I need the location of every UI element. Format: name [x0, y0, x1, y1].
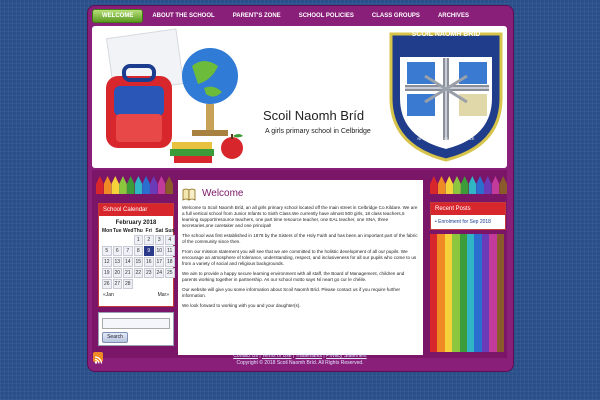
calendar-grid	[102, 228, 175, 289]
footer-contact-us-link[interactable]: Contact Us	[233, 353, 259, 359]
calendar-day[interactable]: 27	[114, 281, 121, 287]
calendar-day[interactable]: 17	[156, 259, 163, 265]
footer-copyright: Copyright © 2018 Scoil Naomh Bríd. All Rights Reserved.	[236, 360, 364, 366]
weekday-label: Mon	[102, 228, 113, 234]
main-nav	[92, 8, 507, 24]
crest-motto-text: NI NEART GO CUR LE CHÉILE	[417, 136, 475, 141]
open-book-icon	[182, 187, 196, 201]
closing-paragraph: We look forward to working with you and your daughter(s).	[182, 303, 301, 308]
recent-posts-widget	[430, 202, 506, 230]
calendar-day[interactable]: 7	[123, 246, 133, 256]
calendar-heading: School Calendar	[99, 204, 173, 216]
crest-name-text: SCOIL NAOMH BRÍD	[411, 31, 481, 38]
calendar-day[interactable]: 22	[135, 270, 142, 276]
welcome-heading: Welcome	[202, 188, 244, 199]
calendar-day[interactable]: 23	[145, 270, 152, 276]
calendar-day[interactable]: 8	[134, 246, 144, 256]
nav-welcome[interactable]: WELCOME	[92, 9, 143, 23]
calendar-nav	[103, 292, 169, 298]
calendar-day[interactable]: 12	[103, 259, 110, 265]
calendar-day[interactable]: 18	[166, 259, 173, 265]
footer-links	[0, 353, 600, 359]
calendar-day[interactable]: 5	[102, 246, 112, 256]
calendar-day[interactable]: 15	[135, 259, 142, 265]
calendar-next-month-link[interactable]: Mar»	[157, 292, 169, 298]
right-pencil-column-decoration	[430, 234, 504, 352]
aim-paragraph: We aim to provide a happy secure learning environment with all staff, the Board of Management, children and parents working together in partnership. As our school motto says Ní neart go cur le chéile.	[182, 271, 405, 282]
calendar-day[interactable]: 21	[124, 270, 131, 276]
calendar-empty-cell	[123, 235, 133, 245]
calendar-day[interactable]: 9	[144, 246, 154, 256]
recent-posts-heading: Recent Posts	[431, 203, 505, 215]
calendar-empty-cell	[102, 235, 112, 245]
calendar-day[interactable]: 1	[134, 235, 144, 245]
calendar-empty-cell	[144, 279, 154, 289]
calendar-day[interactable]: 19	[103, 270, 110, 276]
site-subtitle: A girls primary school in Celbridge	[265, 128, 371, 135]
calendar-empty-cell	[155, 279, 165, 289]
search-button[interactable]: Search	[102, 332, 128, 343]
calendar-day[interactable]: 2	[144, 235, 154, 245]
calendar-day[interactable]: 25	[166, 270, 173, 276]
left-pencils-decoration	[96, 176, 173, 194]
school-calendar-widget	[98, 203, 174, 307]
calendar-day[interactable]: 10	[156, 248, 163, 254]
calendar-day[interactable]: 6	[113, 246, 123, 256]
calendar-day[interactable]: 3	[155, 235, 165, 245]
calendar-empty-cell	[113, 235, 123, 245]
calendar-day[interactable]: 28	[124, 281, 131, 287]
search-input[interactable]	[102, 318, 170, 329]
main-content	[178, 180, 423, 355]
calendar-prev-month-link[interactable]: «Jan	[103, 292, 114, 298]
nav-parents-zone[interactable]: PARENT'S ZONE	[232, 13, 281, 19]
calendar-empty-cell	[134, 279, 144, 289]
footer-separator: |	[259, 353, 261, 359]
nav-class-groups[interactable]: CLASS GROUPS	[371, 13, 420, 19]
school-supplies-illustration	[92, 26, 252, 168]
footer-terms-link[interactable]: Terms of Use	[262, 353, 292, 359]
calendar-month: February 2018	[115, 220, 157, 226]
calendar-empty-cell	[165, 279, 175, 289]
recent-post-link[interactable]: • Enrolment for Sep 2018	[435, 219, 491, 225]
nav-archives[interactable]: ARCHIVES	[437, 13, 469, 19]
weekday-label: Sat	[155, 228, 164, 234]
calendar-day[interactable]: 24	[156, 270, 163, 276]
calendar-day[interactable]: 13	[114, 259, 121, 265]
school-crest-logo	[385, 28, 507, 164]
history-paragraph: The school was first established in 1878 by the Sisters of the Holy Faith and has been an important part of the fabric of the community since then.	[182, 233, 418, 244]
footer-separator: |	[323, 353, 325, 359]
nav-about-the-school[interactable]: ABOUT THE SCHOOL	[152, 13, 215, 19]
right-pencils-decoration	[430, 176, 507, 194]
welcome-paragraph: Welcome to Scoil Naomh Bríd, an all girls primary school located off the main street in Celbridge Co.Kildare. We are a full vertical school from Junior Infants to Sixth Class.We currently have almost 500 girls, 18 class teachers,5 learning support/resource teachers, one part time resource teacher, one EAL teacher, one SNA, three secretaries,one caretaker and one principal!	[182, 205, 418, 228]
weekday-label: Fri	[145, 228, 152, 234]
calendar-day[interactable]: 4	[165, 235, 175, 245]
search-widget	[98, 312, 174, 346]
weekday-label: Sun	[165, 228, 175, 234]
footer-privacy-link[interactable]: Privacy Statement	[326, 353, 367, 359]
mission-paragraph: From our mission statement you will see that we are committed to the holistic development of all our pupils. We encourage an atmosphere of tolerance, understanding, respect, and inclusiveness for all our pupils who come to us from a variety of social and religious backgrounds.	[182, 249, 417, 266]
site-title: Scoil Naomh Bríd	[263, 108, 365, 123]
website-info-paragraph: Our website will give you some information about Scoil Naomh Bríd. Please contact us if you require further information.	[182, 287, 401, 298]
recent-post-title: Enrolment for Sep 2018	[438, 219, 491, 225]
nav-school-policies[interactable]: SCHOOL POLICIES	[298, 13, 354, 19]
weekday-label: Tue	[112, 228, 122, 234]
calendar-day[interactable]: 20	[114, 270, 121, 276]
calendar-day[interactable]: 11	[165, 246, 175, 256]
footer-separator: |	[292, 353, 295, 359]
footer-trademarks-link[interactable]: Trademarks	[295, 353, 323, 359]
weekday-label: Thu	[133, 228, 143, 234]
header-banner	[92, 26, 507, 168]
calendar-day[interactable]: 14	[124, 259, 131, 265]
calendar-day[interactable]: 16	[145, 259, 152, 265]
calendar-day[interactable]: 26	[103, 281, 110, 287]
weekday-label: Wed	[123, 228, 134, 234]
